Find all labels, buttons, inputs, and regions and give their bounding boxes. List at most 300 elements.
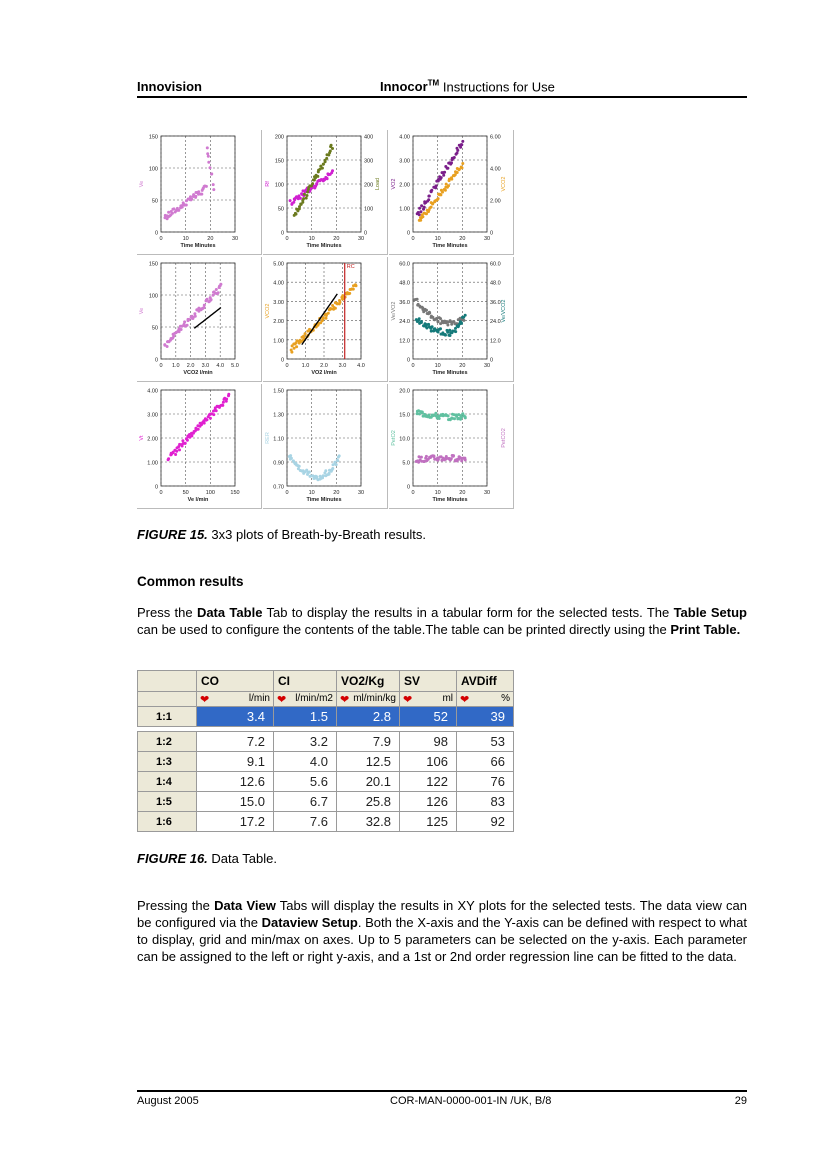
x-tick-label: 10 [308, 490, 315, 496]
y-tick-label: 10.0 [399, 436, 410, 443]
y-tick-label: 0.90 [273, 460, 284, 467]
data-point [324, 469, 327, 472]
data-point [464, 416, 467, 419]
data-point [425, 455, 428, 458]
table-cell[interactable]: 53 [457, 732, 514, 752]
data-point [355, 284, 358, 287]
data-point [444, 189, 447, 192]
plot-svg [389, 384, 513, 508]
x-tick-label: 20 [207, 236, 214, 242]
data-point [206, 298, 209, 301]
x-tick-label: 10 [434, 236, 441, 242]
data-point [212, 183, 215, 186]
data-point [431, 203, 434, 206]
data-point [352, 288, 355, 291]
data-point [461, 140, 464, 143]
data-point [305, 197, 308, 200]
y2-tick-label: 48.0 [490, 280, 501, 287]
table-row[interactable] [138, 792, 514, 812]
data-point [206, 418, 209, 421]
y-tick-label: 4.00 [399, 134, 410, 141]
y-axis-label: Vt [139, 435, 145, 441]
table-row[interactable] [138, 812, 514, 832]
y-tick-label: 15.0 [399, 412, 410, 419]
data-point [460, 143, 463, 146]
column-header[interactable]: CI [274, 671, 337, 692]
data-point [178, 448, 181, 451]
data-point [450, 457, 453, 460]
y-tick-label: 1.50 [273, 388, 284, 395]
data-point [203, 422, 206, 425]
data-point [210, 173, 213, 176]
y-axis-label: PetO2 [391, 430, 397, 446]
data-point [418, 207, 421, 210]
heart-icon: ❤ [403, 693, 413, 706]
y-axis-label: Ve [139, 307, 145, 315]
table-cell[interactable]: 1.5 [274, 707, 337, 727]
data-table[interactable] [137, 670, 514, 832]
x-tick-label: 30 [483, 490, 491, 496]
x-axis-label: Time Minutes [432, 370, 468, 376]
row-label[interactable]: 1:1 [138, 707, 197, 727]
y-tick-label: 4.00 [147, 388, 158, 395]
corner-cell [138, 692, 197, 707]
column-unit: ❤ ml/min/kg [337, 692, 400, 707]
data-point [434, 412, 437, 415]
data-point [181, 439, 184, 442]
y2-tick-label: 6.00 [490, 134, 501, 141]
plot-frame [161, 136, 235, 232]
data-point [436, 320, 439, 323]
data-point [420, 456, 423, 459]
table-cell[interactable]: 92 [457, 812, 514, 832]
x-axis-label: Time Minutes [432, 243, 468, 249]
data-point [303, 193, 306, 196]
data-point [418, 213, 421, 216]
y-tick-label: 1.10 [273, 436, 284, 443]
y2-tick-label: 2.00 [490, 198, 501, 205]
table-cell[interactable]: 125 [400, 812, 457, 832]
data-point [438, 417, 441, 420]
x-axis-label: VO2 l/min [311, 370, 337, 376]
y-tick-label: 3.00 [273, 299, 284, 306]
data-point [439, 193, 442, 196]
page-footer [137, 1090, 747, 1107]
data-point [464, 458, 467, 461]
data-point [221, 404, 224, 407]
page-header [137, 78, 747, 98]
y-tick-label: 150 [148, 134, 158, 141]
column-unit: ❤ % [457, 692, 514, 707]
x-tick-label: 30 [483, 236, 491, 242]
data-point [331, 467, 334, 470]
y-tick-label: 3.00 [147, 412, 158, 419]
data-point [194, 315, 197, 318]
corner-cell [138, 671, 197, 692]
x-tick-label: 50 [182, 490, 189, 496]
data-point [299, 197, 302, 200]
y2-axis-label: Load [375, 177, 381, 191]
row-label[interactable]: 1:4 [138, 772, 197, 792]
y-axis-label: RER [265, 432, 271, 444]
table-cell[interactable]: 52 [400, 707, 457, 727]
data-point [207, 155, 210, 158]
data-point [186, 439, 189, 442]
column-header[interactable]: SV [400, 671, 457, 692]
table-cell[interactable]: 17.2 [197, 812, 274, 832]
table-cell[interactable]: 15.0 [197, 792, 274, 812]
table-cell[interactable]: 5.6 [274, 772, 337, 792]
y-tick-label: 0 [280, 230, 284, 237]
plot-svg [389, 257, 513, 381]
x-tick-label: 20 [459, 236, 466, 242]
section-title: Common results [137, 574, 244, 589]
y-axis-label: VCO2 [265, 303, 271, 319]
x-tick-label: 2.0 [320, 363, 328, 369]
x-tick-label: 3.0 [338, 363, 347, 369]
y2-tick-label: 0 [490, 357, 494, 364]
table-cell[interactable]: 7.6 [274, 812, 337, 832]
x-tick-label: 20 [333, 236, 340, 242]
x-tick-label: 10 [308, 236, 315, 242]
table-cell[interactable]: 2.8 [337, 707, 400, 727]
data-point [194, 195, 197, 198]
x-tick-label: 0 [411, 363, 415, 369]
x-axis-label: Ve l/min [187, 497, 209, 503]
data-point [460, 321, 463, 324]
x-tick-label: 0 [411, 490, 415, 496]
data-point [416, 298, 419, 301]
y2-tick-label: 0 [490, 230, 494, 237]
table-cell[interactable]: 4.0 [274, 752, 337, 772]
data-point [212, 413, 215, 416]
data-point [450, 178, 453, 181]
plot-panel [389, 130, 514, 255]
table-cell[interactable]: 126 [400, 792, 457, 812]
data-point [212, 188, 215, 191]
y-tick-label: 2.00 [399, 182, 410, 189]
data-point [440, 176, 443, 179]
x-axis-label: Time Minutes [306, 243, 342, 249]
plot-svg [263, 130, 387, 254]
x-tick-label: 10 [182, 236, 189, 242]
data-point [185, 204, 188, 207]
page-number: 29 [734, 1095, 747, 1107]
y-axis-label: Ve [139, 180, 145, 188]
table-cell[interactable]: 106 [400, 752, 457, 772]
data-point [437, 197, 440, 200]
table-cell[interactable]: 122 [400, 772, 457, 792]
table-row[interactable] [138, 772, 514, 792]
y-tick-label: 150 [274, 158, 284, 165]
data-point [325, 157, 328, 160]
heart-icon: ❤ [460, 693, 470, 706]
y-tick-label: 0.70 [273, 484, 284, 491]
row-label[interactable]: 1:5 [138, 792, 197, 812]
x-tick-label: 20 [459, 363, 466, 369]
data-point [334, 307, 337, 310]
data-point [188, 318, 191, 321]
data-point [184, 442, 187, 445]
table-cell[interactable]: 7.2 [197, 732, 274, 752]
data-point [167, 211, 170, 214]
table-cell[interactable]: 39 [457, 707, 514, 727]
plot-panel [389, 384, 514, 509]
company-name: Innovision [137, 79, 202, 94]
table-header-row [138, 671, 514, 692]
y-tick-label: 20.0 [399, 388, 410, 395]
data-point [447, 184, 450, 187]
data-point [209, 417, 212, 420]
data-point [331, 169, 334, 172]
data-point [219, 283, 222, 286]
data-point [210, 298, 213, 301]
y-tick-label: 12.0 [399, 338, 410, 345]
data-point [306, 194, 309, 197]
plot-panel [137, 384, 262, 509]
column-header[interactable]: AVDiff [457, 671, 514, 692]
x-tick-label: 30 [357, 236, 365, 242]
x-tick-label: 3.0 [201, 363, 210, 369]
data-point [329, 150, 332, 153]
data-point [421, 215, 424, 218]
data-point [322, 474, 325, 477]
data-point [444, 334, 447, 337]
data-point [289, 454, 292, 457]
data-point [197, 190, 200, 193]
data-point [212, 294, 215, 297]
y2-tick-label: 100 [364, 206, 374, 213]
y2-tick-label: 4.00 [490, 166, 501, 173]
table-cell[interactable]: 32.8 [337, 812, 400, 832]
table-cell[interactable]: 7.9 [337, 732, 400, 752]
y-tick-label: 48.0 [399, 280, 410, 287]
data-point [461, 166, 464, 169]
x-tick-label: 5.0 [231, 363, 239, 369]
y-tick-label: 1.00 [147, 460, 158, 467]
data-point [295, 213, 298, 216]
data-point [209, 166, 212, 169]
table-cell[interactable]: 66 [457, 752, 514, 772]
data-point [321, 167, 324, 170]
x-tick-label: 0 [159, 490, 163, 496]
data-point [215, 288, 218, 291]
data-point [335, 463, 338, 466]
paragraph-data-view: Pressing the Data View Tabs will display the results in XY plots for the selected tests. The data view can be configured via the Dataview Setup. Both the X-axis and the Y-axis can be defined with respect to what to display, grid and min/max on axes. Up to 5 parameters can be selected on the y-axis. Each parameter can be assigned to the left or right y-axis, and a 1st or 2nd order regression line can be fitted to the data. [137, 898, 748, 964]
x-tick-label: 4.0 [357, 363, 365, 369]
data-point [174, 453, 177, 456]
data-point [289, 199, 292, 202]
y2-axis-label: Ve/VCO2 [501, 299, 507, 323]
x-tick-label: 0 [159, 363, 163, 369]
data-point [431, 325, 434, 328]
data-point [295, 345, 298, 348]
units-row [138, 692, 514, 707]
column-header[interactable]: VO2/Kg [337, 671, 400, 692]
y-tick-label: 100 [148, 166, 158, 173]
data-point [442, 174, 445, 177]
table-row[interactable] [138, 707, 514, 727]
y-tick-label: 36.0 [399, 299, 410, 306]
x-tick-label: 150 [230, 490, 240, 496]
data-point [456, 149, 459, 152]
data-point [430, 189, 433, 192]
y-tick-label: 0 [280, 357, 284, 364]
data-point [419, 219, 422, 222]
data-point [425, 309, 428, 312]
table-cell[interactable]: 98 [400, 732, 457, 752]
data-point [420, 321, 423, 324]
data-point [205, 185, 208, 188]
x-tick-label: 0 [411, 236, 415, 242]
row-label[interactable]: 1:2 [138, 732, 197, 752]
x-axis-label: Time Minutes [432, 497, 468, 503]
data-point [456, 152, 459, 155]
column-header[interactable]: CO [197, 671, 274, 692]
table-cell[interactable]: 25.8 [337, 792, 400, 812]
x-tick-label: 1.0 [171, 363, 180, 369]
table-cell[interactable]: 12.6 [197, 772, 274, 792]
data-point [336, 459, 339, 462]
data-point [203, 304, 206, 307]
heart-icon: ❤ [277, 693, 287, 706]
plot-svg [389, 130, 513, 254]
table-row[interactable] [138, 732, 514, 752]
table-cell[interactable]: 12.5 [337, 752, 400, 772]
data-point [217, 291, 220, 294]
data-point [167, 457, 170, 460]
footer-date: August 2005 [137, 1095, 199, 1107]
y2-tick-label: 0 [364, 230, 368, 237]
data-point [331, 147, 334, 150]
data-point [420, 204, 423, 207]
row-label[interactable]: 1:6 [138, 812, 197, 832]
y-tick-label: 1.00 [399, 206, 410, 213]
data-point [428, 312, 431, 315]
x-tick-label: 1.0 [301, 363, 310, 369]
x-tick-label: 4.0 [216, 363, 225, 369]
y-tick-label: 0 [154, 230, 158, 237]
y-tick-label: 50 [151, 325, 158, 332]
table-cell[interactable]: 6.7 [274, 792, 337, 812]
y2-tick-label: 200 [364, 182, 374, 189]
y-tick-label: 4.00 [273, 280, 284, 287]
data-point [446, 324, 449, 327]
y2-axis-label: VCO2 [501, 176, 507, 192]
data-point [301, 201, 304, 204]
y-tick-label: 1.00 [273, 338, 284, 345]
data-point [453, 156, 456, 159]
data-point [180, 328, 183, 331]
plot-svg [137, 384, 261, 508]
data-point [348, 292, 351, 295]
data-point [456, 171, 459, 174]
data-point [452, 455, 455, 458]
data-point [177, 209, 180, 212]
data-point [339, 301, 342, 304]
figure-3x3-plots [137, 130, 513, 510]
data-point [206, 152, 209, 155]
x-axis-label: VCO2 l/min [183, 370, 213, 376]
data-point [439, 317, 442, 320]
data-point [462, 319, 465, 322]
data-point [311, 182, 314, 185]
data-point [190, 198, 193, 201]
table-cell[interactable]: 83 [457, 792, 514, 812]
x-tick-label: 20 [333, 490, 340, 496]
table-cell[interactable]: 76 [457, 772, 514, 792]
x-axis-label: Time Minutes [180, 243, 216, 249]
y-tick-label: 24.0 [399, 319, 410, 326]
data-point [200, 193, 203, 196]
y-tick-label: 5.00 [273, 261, 284, 268]
y2-tick-label: 12.0 [490, 338, 501, 345]
table-cell[interactable]: 3.4 [197, 707, 274, 727]
data-point [227, 393, 230, 396]
data-point [215, 409, 218, 412]
data-point [222, 401, 225, 404]
data-point [171, 212, 174, 215]
data-point [430, 206, 433, 209]
x-tick-label: 0 [285, 363, 289, 369]
data-point [330, 144, 333, 147]
table-cell[interactable]: 20.1 [337, 772, 400, 792]
data-point [172, 335, 175, 338]
plot-svg [263, 257, 387, 381]
y-tick-label: 2.00 [273, 319, 284, 326]
y-tick-label: 200 [274, 134, 284, 141]
table-row[interactable] [138, 752, 514, 772]
y-tick-label: 0 [406, 357, 410, 364]
plot-panel [263, 384, 388, 509]
x-tick-label: 100 [205, 490, 215, 496]
data-point [417, 319, 420, 322]
data-point [435, 184, 438, 187]
plot-svg [263, 384, 387, 508]
data-point [183, 320, 186, 323]
threshold-label: RC [346, 264, 355, 270]
data-point [441, 191, 444, 194]
y-tick-label: 150 [148, 261, 158, 268]
table-cell[interactable]: 9.1 [197, 752, 274, 772]
x-tick-label: 10 [434, 363, 441, 369]
data-point [421, 411, 424, 414]
data-point [326, 177, 329, 180]
row-label[interactable]: 1:3 [138, 752, 197, 772]
plot-svg [137, 130, 261, 254]
y-axis-label: VO2 [391, 178, 397, 190]
data-point [193, 312, 196, 315]
data-point [454, 327, 457, 330]
data-point [460, 459, 463, 462]
column-unit: ❤ l/min [197, 692, 274, 707]
y-tick-label: 5.0 [402, 460, 410, 467]
x-axis-label: Time Minutes [306, 497, 342, 503]
data-point [175, 450, 178, 453]
footer-doc-id: COR-MAN-0000-001-IN /UK, B/8 [390, 1095, 552, 1107]
data-point [446, 167, 449, 170]
data-point [450, 161, 453, 164]
heart-icon: ❤ [200, 693, 210, 706]
plot-panel [389, 257, 514, 382]
plot-panel [263, 130, 388, 255]
table-cell[interactable]: 3.2 [274, 732, 337, 752]
y2-tick-label: 300 [364, 158, 374, 165]
plot-panel [137, 257, 262, 382]
data-point [464, 314, 467, 317]
plot-svg [137, 257, 261, 381]
data-point [338, 454, 341, 457]
